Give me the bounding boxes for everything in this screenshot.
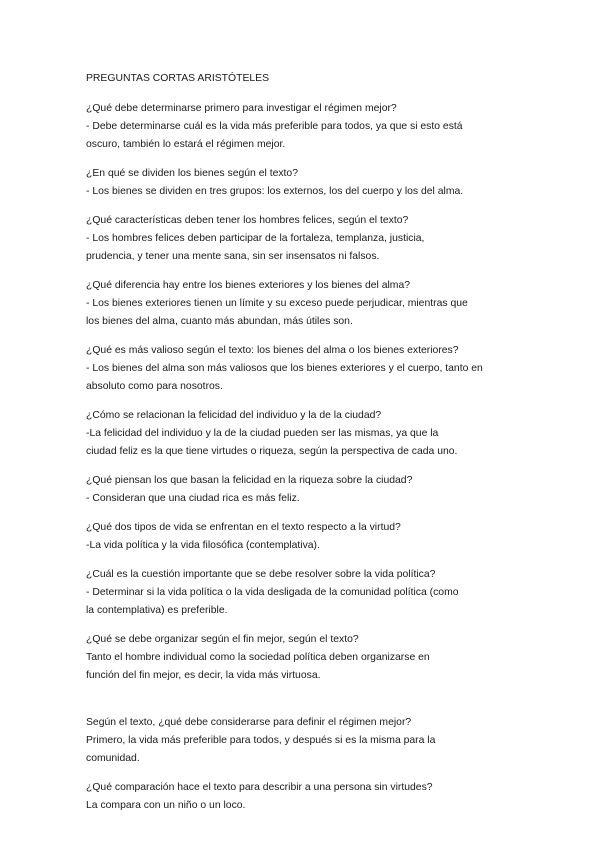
answer-line: comunidad. — [86, 753, 140, 764]
answer-line: La compara con un niño o un loco. — [86, 800, 246, 811]
qa-block — [86, 714, 506, 768]
qa-block — [86, 472, 506, 508]
page-title: PREGUNTAS CORTAS ARISTÓTELES — [86, 73, 270, 84]
answer-line: Primero, la vida más preferible para todos, y después si es la misma para la — [86, 735, 436, 746]
question: ¿Qué es más valioso según el texto: los bienes del alma o los bienes exteriores? — [86, 345, 459, 356]
question: ¿En qué se dividen los bienes según el texto? — [86, 168, 298, 179]
qa-list — [86, 100, 506, 815]
answer-line: oscuro, también lo estará el régimen mejor. — [86, 139, 286, 150]
answer-line: - Los bienes se dividen en tres grupos: los externos, los del cuerpo y los del alma. — [86, 186, 464, 197]
qa-block — [86, 519, 506, 555]
qa-block — [86, 779, 506, 815]
answer-line: función del fin mejor, es decir, la vida más virtuosa. — [86, 670, 321, 681]
answer-line: absoluto como para nosotros. — [86, 381, 223, 392]
answer-line: prudencia, y tener una mente sana, sin ser insensatos ni falsos. — [86, 251, 380, 262]
answer-line: los bienes del alma, cuanto más abundan, más útiles son. — [86, 316, 353, 327]
answer-line: - Los bienes exteriores tienen un límite y su exceso puede perjudicar, mientras que — [86, 298, 468, 309]
answer-line: - Debe determinarse cuál es la vida más preferible para todos, ya que si esto está — [86, 121, 463, 132]
answer-line: - Determinar si la vida política o la vida desligada de la comunidad política (como — [86, 587, 459, 598]
qa-block — [86, 407, 506, 461]
question: ¿Cómo se relacionan la felicidad del individuo y la de la ciudad? — [86, 410, 382, 421]
question: ¿Qué debe determinarse primero para investigar el régimen mejor? — [86, 103, 397, 114]
question: ¿Qué se debe organizar según el fin mejor, según el texto? — [86, 634, 359, 645]
qa-block — [86, 212, 506, 266]
qa-block — [86, 631, 506, 685]
answer-line: Tanto el hombre individual como la sociedad política deben organizarse en — [86, 652, 430, 663]
qa-block — [86, 100, 506, 154]
answer-line: - Consideran que una ciudad rica es más feliz. — [86, 493, 300, 504]
answer-line: - Los hombres felices deben participar de la fortaleza, templanza, justicia, — [86, 233, 425, 244]
question: ¿Qué características deben tener los hombres felices, según el texto? — [86, 215, 409, 226]
answer-line: la contemplativa) es preferible. — [86, 605, 228, 616]
qa-block — [86, 277, 506, 331]
answer-line: -La felicidad del individuo y la de la ciudad pueden ser las mismas, ya que la — [86, 428, 439, 439]
answer-line: - Los bienes del alma son más valiosos que los bienes exteriores y el cuerpo, tanto en — [86, 363, 483, 374]
question: ¿Qué piensan los que basan la felicidad en la riqueza sobre la ciudad? — [86, 475, 413, 486]
question: ¿Cuál es la cuestión importante que se debe resolver sobre la vida política? — [86, 569, 436, 580]
qa-block — [86, 566, 506, 620]
question: Según el texto, ¿qué debe considerarse para definir el régimen mejor? — [86, 717, 412, 728]
qa-block — [86, 165, 506, 201]
answer-line: -La vida política y la vida filosófica (contemplativa). — [86, 540, 320, 551]
question: ¿Qué comparación hace el texto para describir a una persona sin virtudes? — [86, 782, 433, 793]
question: ¿Qué dos tipos de vida se enfrentan en el texto respecto a la virtud? — [86, 522, 401, 533]
answer-line: ciudad feliz es la que tiene virtudes o riqueza, según la perspectiva de cada uno. — [86, 446, 458, 457]
qa-block — [86, 342, 506, 396]
question: ¿Qué diferencia hay entre los bienes exteriores y los bienes del alma? — [86, 280, 411, 291]
